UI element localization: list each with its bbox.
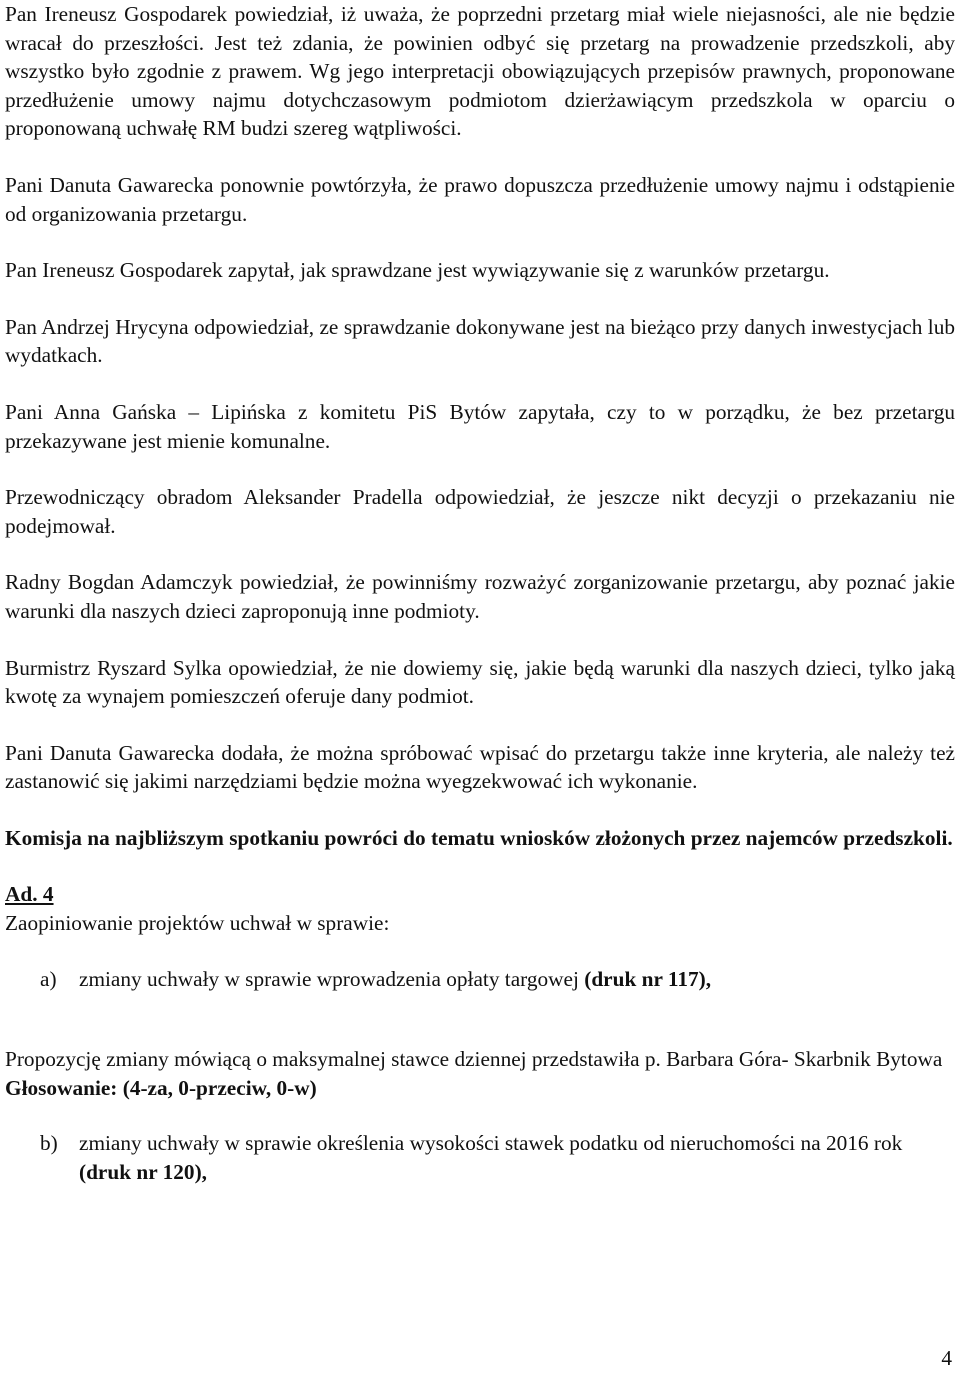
- page-number: 4: [941, 1346, 952, 1370]
- paragraph-hrycyna-reply: Pan Andrzej Hrycyna odpowiedział, ze sprawdzanie dokonywane jest na bieżąco przy danych inwestycjach lub wydatkach.: [5, 314, 955, 368]
- paragraph-gawarecka-reply: Pani Danuta Gawarecka ponownie powtórzyła, że prawo dopuszcza przedłużenie umowy najmu i odstąpienie od organizowania przetargu.: [5, 172, 955, 226]
- paragraph-gospodarek-statement: Pan Ireneusz Gospodarek powiedział, iż uważa, że poprzedni przetarg miał wiele niejasności, ale nie będzie wracał do przeszłości. Jest też zdania, że powinien odbyć się przetarg na prowadzenie przedszkoli, aby wszystko było zgodnie z prawem. Wg jego interpretacji obowiązujących przepisów prawnych, proponowane przedłużenie umowy najmu dotychczasowym podmiotom dzierżawiącym przedszkola w oparciu o proponowaną uchwałę RM budzi szereg wątpliwości.: [5, 2, 955, 141]
- list-marker-b: b): [40, 1131, 58, 1156]
- commission-conclusion: Komisja na najbliższym spotkaniu powróci do tematu wniosków złożonych przez najemców przedszkoli.: [5, 825, 953, 850]
- vote-result: Głosowanie: (4-za, 0-przeciw, 0-w): [5, 1075, 317, 1100]
- agenda-heading: Ad. 4: [5, 882, 54, 907]
- agenda-item-b-text: zmiany uchwały w sprawie określenia wysokości stawek podatku od nieruchomości na 2016 rok: [79, 1131, 903, 1156]
- paragraph-adamczyk-statement: Radny Bogdan Adamczyk powiedział, że powinniśmy rozważyć zorganizowanie przetargu, aby poznać jakie warunki dla naszych dzieci zaproponują inne podmioty.: [5, 570, 955, 623]
- agenda-item-a-druk: (druk nr 117),: [584, 966, 712, 991]
- agenda-item-a: [5, 965, 955, 994]
- paragraph-gospodarek-question: Pan Ireneusz Gospodarek zapytał, jak sprawdzane jest wywiązywanie się z warunków przetargu.: [5, 258, 830, 283]
- agenda-item-a-text: zmiany uchwały w sprawie wprowadzenia opłaty targowej: [79, 966, 585, 991]
- agenda-intro: Zaopiniowanie projektów uchwał w sprawie:: [5, 911, 390, 936]
- proposal-paragraph: Propozycję zmiany mówiącą o maksymalnej stawce dziennej przedstawiła p. Barbara Góra- Skarbnik Bytowa: [5, 1047, 943, 1072]
- paragraph-pradella-reply: Przewodniczący obradom Aleksander Pradella odpowiedział, że jeszcze nikt decyzji o przekazaniu nie podejmował.: [5, 485, 955, 538]
- agenda-item-b: [5, 1129, 955, 1186]
- list-marker-a: a): [40, 966, 57, 991]
- document-page: [5, 0, 955, 1187]
- paragraph-gawarecka-addition: Pani Danuta Gawarecka dodała, że można spróbować wpisać do przetargu także inne kryteria, ale należy też zastanowić się jakimi narzędziami będzie można wyegzekwować ich wykonanie.: [5, 740, 955, 794]
- paragraph-ganska-question: Pani Anna Gańska – Lipińska z komitetu PiS Bytów zapytała, czy to w porządku, że bez przetargu przekazywane jest mienie komunalne.: [5, 399, 955, 453]
- agenda-item-b-druk: (druk nr 120),: [79, 1160, 207, 1185]
- paragraph-sylka-statement: Burmistrz Ryszard Sylka opowiedział, że nie dowiemy się, jakie będą warunki dla naszych dzieci, tylko jaką kwotę za wynajem pomieszczeń oferuje dany podmiot.: [5, 655, 955, 709]
